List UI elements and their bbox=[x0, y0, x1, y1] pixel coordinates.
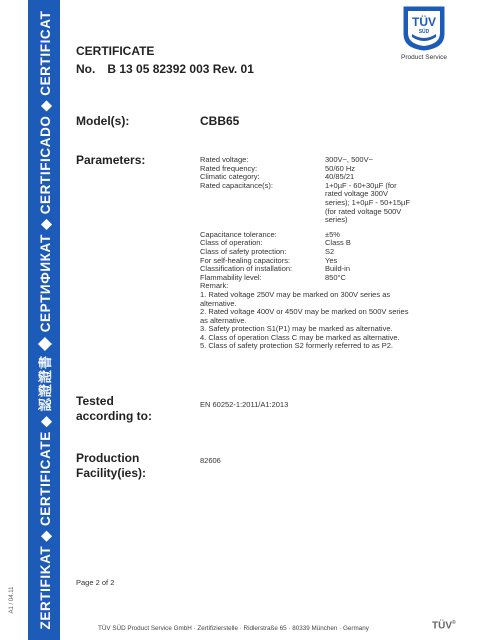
production-facility-value: 82606 bbox=[200, 456, 221, 465]
param-value: 1+0µF - 60+30µF (for rated voltage 300V series); 1+0µF - 50+15µF (for rated voltage 500V series) bbox=[325, 180, 410, 225]
remark-item: 2. Rated voltage 400V or 450V may be marked on 500V series as alternative. bbox=[200, 307, 409, 325]
page-number: Page 2 of 2 bbox=[76, 578, 115, 587]
tested-label bbox=[76, 394, 152, 424]
footer-logo-mark: ® bbox=[452, 620, 456, 626]
param-value: ±5% bbox=[325, 229, 340, 239]
param-value: Yes bbox=[325, 255, 338, 265]
param-value: S2 bbox=[325, 246, 335, 256]
param-value: Class B bbox=[325, 238, 351, 248]
model-label: Model(s): bbox=[76, 114, 130, 128]
production-label-line1: Production bbox=[76, 451, 140, 465]
tuv-sud-logo-icon bbox=[400, 4, 448, 52]
param-value: 850°C bbox=[325, 272, 346, 282]
param-label: Rated voltage: bbox=[200, 155, 249, 164]
param-label: Classification of installation: bbox=[200, 264, 293, 274]
logo-text-bottom: SÜD bbox=[418, 29, 430, 35]
param-row bbox=[200, 274, 410, 283]
sidebar-multilingual-text: ZERTIFIKAT ◆ CERTIFICATE ◆ 認證證書 ◆ СЕРТИФИКАТ ◆ CERTIFICADO ◆ CERTIFICAT bbox=[38, 10, 53, 630]
param-value: 300V~, 500V~ bbox=[325, 155, 373, 164]
param-label: Class of safety protection: bbox=[200, 246, 287, 256]
footer-logo bbox=[432, 620, 456, 631]
certificate-number-line bbox=[76, 62, 254, 76]
parameters-block bbox=[200, 156, 410, 351]
param-label: Capacitance tolerance: bbox=[200, 229, 277, 239]
param-label: Flammability level: bbox=[200, 272, 262, 282]
form-code-text: A1 / 04.11 bbox=[9, 586, 15, 614]
param-row bbox=[200, 182, 410, 225]
logo-subtitle: Product Service bbox=[401, 54, 447, 61]
param-value: Build-in bbox=[325, 264, 351, 274]
remark-item: 3. Safety protection S1(P1) may be marked as alternative. bbox=[200, 324, 393, 334]
param-label: Class of operation: bbox=[200, 238, 263, 248]
logo-text-top: TÜV bbox=[412, 15, 436, 29]
model-value: CBB65 bbox=[200, 114, 240, 128]
footer-address: TÜV SÜD Product Service GmbH · Zertifizierstelle · Ridlerstraße 65 · 80339 München · Germany bbox=[98, 625, 369, 632]
param-label: Climatic category: bbox=[200, 172, 260, 182]
remark-item: 1. Rated voltage 250V may be marked on 300V series as alternative. bbox=[200, 289, 391, 308]
param-value: 40/85/21 bbox=[325, 172, 355, 182]
parameters-label: Parameters: bbox=[76, 153, 146, 167]
param-label: For self-healing capacitors: bbox=[200, 255, 291, 265]
certificate-no-label: No. bbox=[76, 62, 96, 76]
certificate-sidebar-band bbox=[28, 0, 60, 640]
production-label-line2: Facility(ies): bbox=[76, 466, 147, 480]
tested-label-line1: Tested bbox=[76, 394, 114, 408]
tested-standard: EN 60252-1:2011/A1:2013 bbox=[200, 400, 289, 409]
remark-list bbox=[200, 291, 410, 351]
remark-item: 4. Class of operation Class C may be marked as alternative. bbox=[200, 332, 400, 342]
certificate-title: CERTIFICATE bbox=[76, 44, 155, 58]
form-code bbox=[2, 560, 22, 640]
certificate-number: B 13 05 82392 003 Rev. 01 bbox=[107, 62, 254, 76]
remark-item: 5. Class of safety protection S2 formerly referred to as P2. bbox=[200, 341, 394, 351]
param-value: 50/60 Hz bbox=[325, 163, 356, 173]
param-label: Rated frequency: bbox=[200, 163, 258, 173]
footer-logo-text: TÜV bbox=[432, 620, 452, 632]
remark-label: Remark: bbox=[200, 281, 229, 291]
param-label: Rated capacitance(s): bbox=[200, 180, 273, 190]
production-label bbox=[76, 451, 146, 481]
tested-label-line2: according to: bbox=[76, 409, 153, 423]
